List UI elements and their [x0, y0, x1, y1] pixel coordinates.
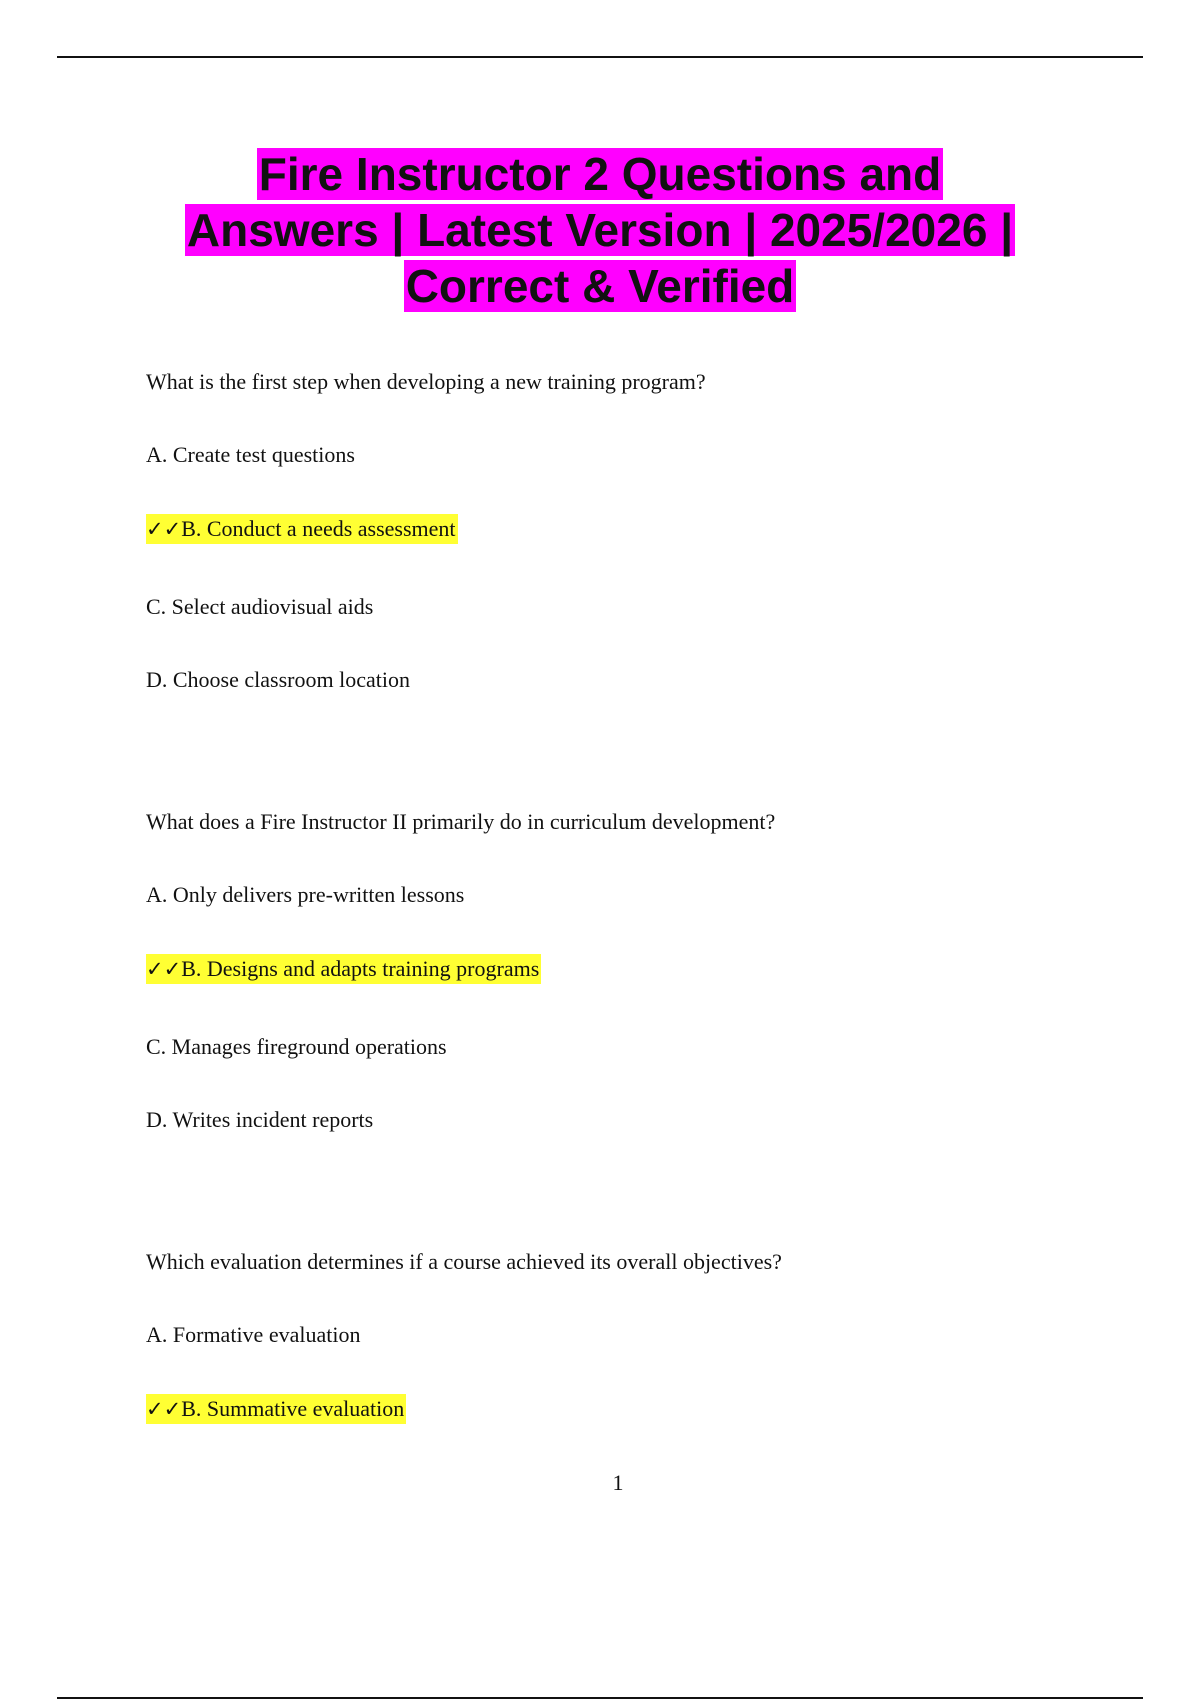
- page-number: 1: [612, 1470, 624, 1495]
- answer-option-label: B. Conduct a needs assessment: [181, 516, 456, 541]
- double-check-icon: ✓✓: [146, 517, 182, 541]
- header-rule: [57, 56, 1143, 58]
- question-text: What is the first step when developing a new training program?: [146, 369, 706, 394]
- answer-option: D. Writes incident reports: [146, 1107, 374, 1132]
- correct-answer-option: [146, 514, 458, 544]
- answer-option: C. Select audiovisual aids: [146, 594, 374, 619]
- question-text: What does a Fire Instructor II primarily do in curriculum development?: [146, 809, 776, 834]
- title-line: Answers | Latest Version | 2025/2026 |: [186, 204, 1014, 256]
- answer-option-label: B. Summative evaluation: [181, 1396, 405, 1421]
- answer-option: A. Formative evaluation: [146, 1322, 361, 1347]
- answer-option: A. Only delivers pre-written lessons: [146, 882, 465, 907]
- answer-option: D. Choose classroom location: [146, 667, 410, 692]
- answer-option-label: B. Designs and adapts training programs: [181, 956, 540, 981]
- title-line: Fire Instructor 2 Questions and: [258, 148, 942, 200]
- title-line: Correct & Verified: [405, 260, 795, 312]
- double-check-icon: ✓✓: [146, 1397, 182, 1421]
- answer-option: A. Create test questions: [146, 442, 355, 467]
- document-title: [100, 146, 1100, 314]
- footer-rule: [57, 1697, 1143, 1699]
- question-text: Which evaluation determines if a course achieved its overall objectives?: [146, 1249, 782, 1274]
- answer-option: C. Manages fireground operations: [146, 1034, 447, 1059]
- correct-answer-option: [146, 954, 541, 984]
- correct-answer-option: [146, 1394, 406, 1424]
- double-check-icon: ✓✓: [146, 957, 182, 981]
